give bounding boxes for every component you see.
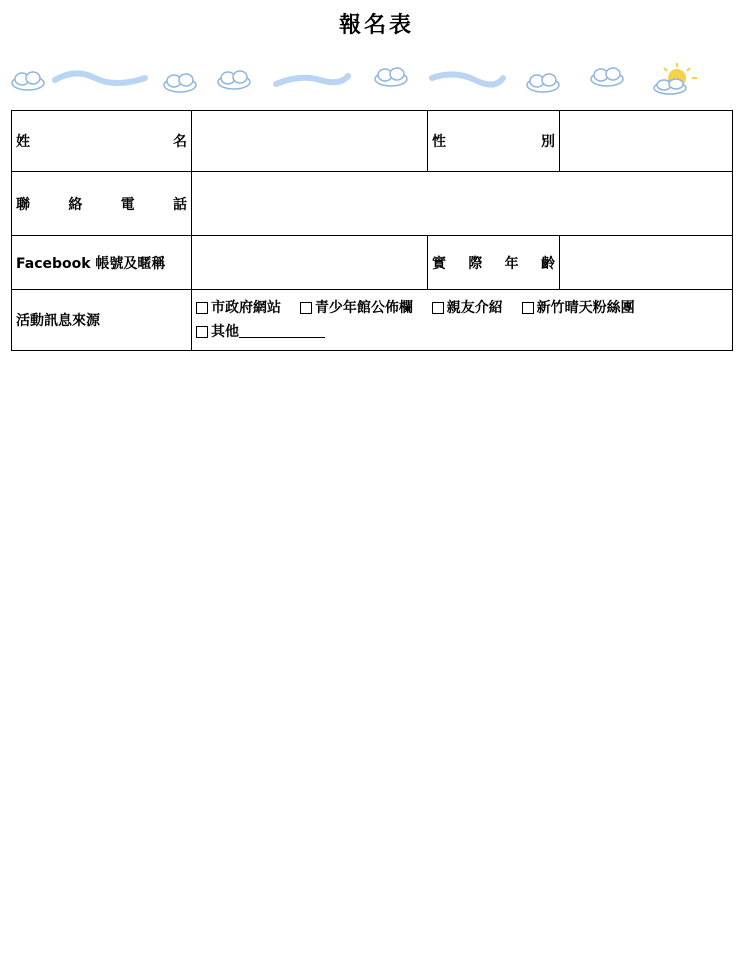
source-option-city-website[interactable]: 市政府網站	[196, 296, 281, 320]
name-label-first: 姓	[16, 134, 30, 150]
checkbox-icon[interactable]	[432, 302, 444, 314]
facebook-input-cell[interactable]	[192, 236, 428, 290]
checkbox-icon[interactable]	[300, 302, 312, 314]
sky-streak-icon	[276, 76, 348, 84]
phone-label-char: 絡	[68, 196, 83, 213]
facebook-label: Facebook 帳號及暱稱	[16, 255, 166, 272]
table-row	[12, 111, 733, 172]
gender-label-cell	[428, 111, 560, 172]
facebook-label-cell	[12, 236, 192, 290]
source-label-cell	[12, 290, 192, 351]
source-options-cell	[192, 290, 733, 351]
gender-label-first: 性	[432, 134, 446, 150]
checkbox-icon[interactable]	[196, 326, 208, 338]
name-input-cell[interactable]	[192, 111, 428, 172]
registration-table	[11, 110, 733, 351]
age-label-cell	[428, 236, 560, 290]
gender-label-last: 別	[541, 134, 555, 150]
age-label-char: 際	[468, 255, 483, 272]
phone-label-char: 電	[120, 196, 135, 213]
source-option-youth-center-board[interactable]: 青少年館公佈欄	[300, 296, 413, 320]
cloud-banner-decoration	[0, 60, 753, 104]
cloud-icon	[527, 74, 559, 92]
age-input-cell[interactable]	[560, 236, 733, 290]
name-label-cell	[12, 111, 192, 172]
age-label-char: 年	[504, 255, 519, 272]
source-option-friend-referral[interactable]: 親友介紹	[432, 296, 503, 320]
age-label-char: 實	[432, 255, 446, 272]
cloud-icon	[218, 71, 250, 89]
table-row	[12, 236, 733, 290]
cloud-icon	[591, 68, 623, 86]
sky-streak-icon	[432, 74, 503, 84]
sky-streak-icon	[55, 73, 145, 83]
source-label: 活動訊息來源	[16, 313, 100, 329]
cloud-icon	[654, 79, 686, 94]
other-blank-line[interactable]	[239, 323, 325, 338]
phone-label-cell	[12, 172, 192, 236]
cloud-icon	[164, 74, 196, 92]
phone-label-char: 聯	[16, 196, 30, 213]
checkbox-icon[interactable]	[196, 302, 208, 314]
phone-label-char: 話	[172, 196, 187, 213]
source-option-other[interactable]: 其他	[196, 320, 325, 344]
age-label-char: 齡	[540, 255, 555, 272]
checkbox-icon[interactable]	[522, 302, 534, 314]
gender-input-cell[interactable]	[560, 111, 733, 172]
phone-input-cell[interactable]	[192, 172, 733, 236]
table-row	[12, 290, 733, 351]
cloud-icon	[12, 72, 44, 90]
source-option-fan-page[interactable]: 新竹晴天粉絲團	[522, 296, 635, 320]
table-row	[12, 172, 733, 236]
form-title: 報名表	[338, 13, 414, 38]
name-label-last: 名	[173, 134, 187, 150]
cloud-icon	[375, 68, 407, 86]
